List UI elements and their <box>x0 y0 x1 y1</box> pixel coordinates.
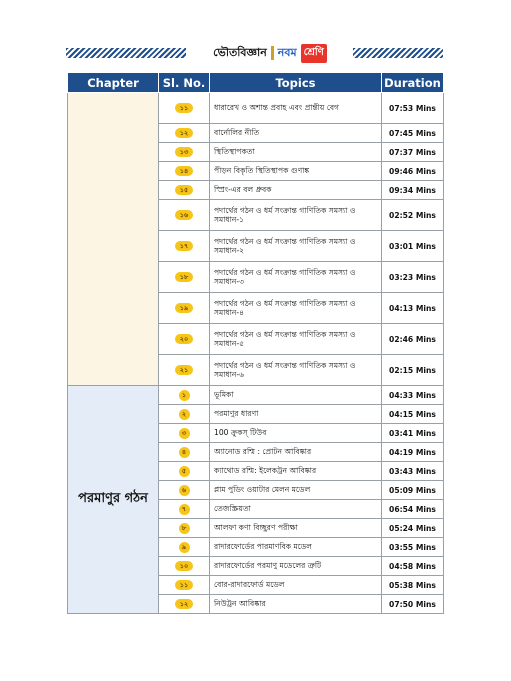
sl-number-badge: ৮ <box>179 523 190 534</box>
sl-cell <box>159 162 210 181</box>
sl-cell <box>159 386 210 405</box>
title-separator <box>271 46 274 60</box>
topic-cell: আলফা কণা বিচ্ছুরণ পরীক্ষা <box>210 519 382 538</box>
duration-cell: 04:19 Mins <box>382 443 444 462</box>
duration-cell: 02:15 Mins <box>382 355 444 386</box>
duration-cell: 07:45 Mins <box>382 124 444 143</box>
header-chapter: Chapter <box>68 73 159 93</box>
sl-number-badge: ১ <box>179 390 190 401</box>
sl-number-badge: ৫ <box>179 466 190 477</box>
sl-number-badge: ১৬ <box>175 210 193 220</box>
class-badge: শ্রেণি <box>301 44 327 63</box>
sl-number-badge: ১৫ <box>175 185 193 195</box>
header-sl-no: Sl. No. <box>159 73 210 93</box>
chapter-cell: পরমাণুর গঠন <box>68 386 159 614</box>
sl-number-badge: ১৮ <box>175 272 193 282</box>
header-hatch-right <box>353 48 443 58</box>
sl-cell <box>159 443 210 462</box>
sl-cell <box>159 231 210 262</box>
topic-cell: পদার্থের গঠন ও ধর্ম সংক্রান্ত গাণিতিক সমস্যা ও সমাধান-৩ <box>210 262 382 293</box>
subject-title: ভৌতবিজ্ঞান <box>213 45 267 59</box>
page-header <box>66 44 443 62</box>
sl-cell <box>159 576 210 595</box>
sl-cell <box>159 595 210 614</box>
sl-number-badge: ১১ <box>175 103 193 113</box>
topic-cell: রাদারফোর্ডের পরমাণু মডেলের ত্রুটি <box>210 557 382 576</box>
topic-cell: ধারারেখ ও অশান্ত প্রবাহ এবং প্রান্তীয় বেগ <box>210 93 382 124</box>
sl-cell <box>159 519 210 538</box>
sl-number-badge: ২০ <box>175 334 193 344</box>
sl-cell <box>159 200 210 231</box>
chapter-table <box>67 72 444 614</box>
duration-cell: 06:54 Mins <box>382 500 444 519</box>
sl-cell <box>159 462 210 481</box>
duration-cell: 07:53 Mins <box>382 93 444 124</box>
topic-cell: অ্যানোড রশ্মি : প্রোটন আবিষ্কার <box>210 443 382 462</box>
duration-cell: 03:01 Mins <box>382 231 444 262</box>
topic-cell: পদার্থের গঠন ও ধর্ম সংক্রান্ত গাণিতিক সমস্যা ও সমাধান-৬ <box>210 355 382 386</box>
sl-number-badge: ১৭ <box>175 241 193 251</box>
sl-number-badge: ১৩ <box>175 147 193 157</box>
duration-cell: 02:52 Mins <box>382 200 444 231</box>
topic-cell: পীড়ন বিকৃতি স্থিতিস্থাপক গুণাঙ্ক <box>210 162 382 181</box>
duration-cell: 04:58 Mins <box>382 557 444 576</box>
sl-cell <box>159 355 210 386</box>
duration-cell: 03:43 Mins <box>382 462 444 481</box>
header-hatch-left <box>66 48 186 58</box>
duration-cell: 04:33 Mins <box>382 386 444 405</box>
topic-cell: পদার্থের গঠন ও ধর্ম সংক্রান্ত গাণিতিক সমস্যা ও সমাধান-৪ <box>210 293 382 324</box>
duration-cell: 04:15 Mins <box>382 405 444 424</box>
topic-cell: পদার্থের গঠন ও ধর্ম সংক্রান্ত গাণিতিক সমস্যা ও সমাধান-১ <box>210 200 382 231</box>
class-label: নবম <box>277 45 297 59</box>
sl-cell <box>159 124 210 143</box>
duration-cell: 04:13 Mins <box>382 293 444 324</box>
sl-number-badge: ১১ <box>175 580 193 590</box>
sl-number-badge: ১০ <box>175 561 193 571</box>
sl-cell <box>159 405 210 424</box>
sl-cell <box>159 181 210 200</box>
sl-number-badge: ৯ <box>179 542 190 553</box>
duration-cell: 05:24 Mins <box>382 519 444 538</box>
duration-cell: 03:55 Mins <box>382 538 444 557</box>
sl-cell <box>159 324 210 355</box>
header-duration: Duration <box>382 73 444 93</box>
topic-cell: তেজস্ক্রিয়তা <box>210 500 382 519</box>
sl-cell <box>159 500 210 519</box>
sl-number-badge: ২১ <box>175 365 193 375</box>
sl-number-badge: ৪ <box>179 447 190 458</box>
duration-cell: 07:50 Mins <box>382 595 444 614</box>
header-topics: Topics <box>210 73 382 93</box>
topic-cell: পরমাণুর ধারণা <box>210 405 382 424</box>
duration-cell: 09:46 Mins <box>382 162 444 181</box>
duration-cell: 05:09 Mins <box>382 481 444 500</box>
sl-cell <box>159 293 210 324</box>
topic-cell: 100 ক্রুকস্ টিউব <box>210 424 382 443</box>
topic-cell: ভূমিকা <box>210 386 382 405</box>
sl-cell <box>159 93 210 124</box>
topic-cell: বার্নোলির নীতি <box>210 124 382 143</box>
topic-cell: স্প্রিং-এর বল ধ্রুবক <box>210 181 382 200</box>
table-row <box>68 93 444 124</box>
sl-number-badge: ৬ <box>179 485 190 496</box>
table-header-row <box>68 73 444 93</box>
sl-cell <box>159 262 210 293</box>
topic-cell: নিউট্রন আবিষ্কার <box>210 595 382 614</box>
sl-number-badge: ১২ <box>175 128 193 138</box>
duration-cell: 07:37 Mins <box>382 143 444 162</box>
duration-cell: 02:46 Mins <box>382 324 444 355</box>
sl-number-badge: ২ <box>179 409 190 420</box>
topic-cell: প্লাম পুডিং ওয়াটার মেলন মডেল <box>210 481 382 500</box>
duration-cell: 03:41 Mins <box>382 424 444 443</box>
sl-cell <box>159 143 210 162</box>
sl-number-badge: ১৪ <box>175 166 193 176</box>
topic-cell: ক্যাথোড রশ্মি: ইলেকট্রন আবিষ্কার <box>210 462 382 481</box>
topic-cell: বোর-রাদারফোর্ড মডেল <box>210 576 382 595</box>
duration-cell: 05:38 Mins <box>382 576 444 595</box>
sl-cell <box>159 557 210 576</box>
topic-cell: পদার্থের গঠন ও ধর্ম সংক্রান্ত গাণিতিক সমস্যা ও সমাধান-৫ <box>210 324 382 355</box>
duration-cell: 03:23 Mins <box>382 262 444 293</box>
sl-number-badge: ৩ <box>179 428 190 439</box>
header-title <box>190 44 350 62</box>
duration-cell: 09:34 Mins <box>382 181 444 200</box>
table-row <box>68 386 444 405</box>
topic-cell: স্থিতিস্থাপকতা <box>210 143 382 162</box>
sl-number-badge: ১২ <box>175 599 193 609</box>
sl-cell <box>159 481 210 500</box>
chapter-cell <box>68 93 159 386</box>
sl-number-badge: ৭ <box>179 504 190 515</box>
topic-cell: রাদারফোর্ডের পারমাণবিক মডেল <box>210 538 382 557</box>
topic-cell: পদার্থের গঠন ও ধর্ম সংক্রান্ত গাণিতিক সমস্যা ও সমাধান-২ <box>210 231 382 262</box>
sl-cell <box>159 424 210 443</box>
sl-number-badge: ১৯ <box>175 303 193 313</box>
sl-cell <box>159 538 210 557</box>
